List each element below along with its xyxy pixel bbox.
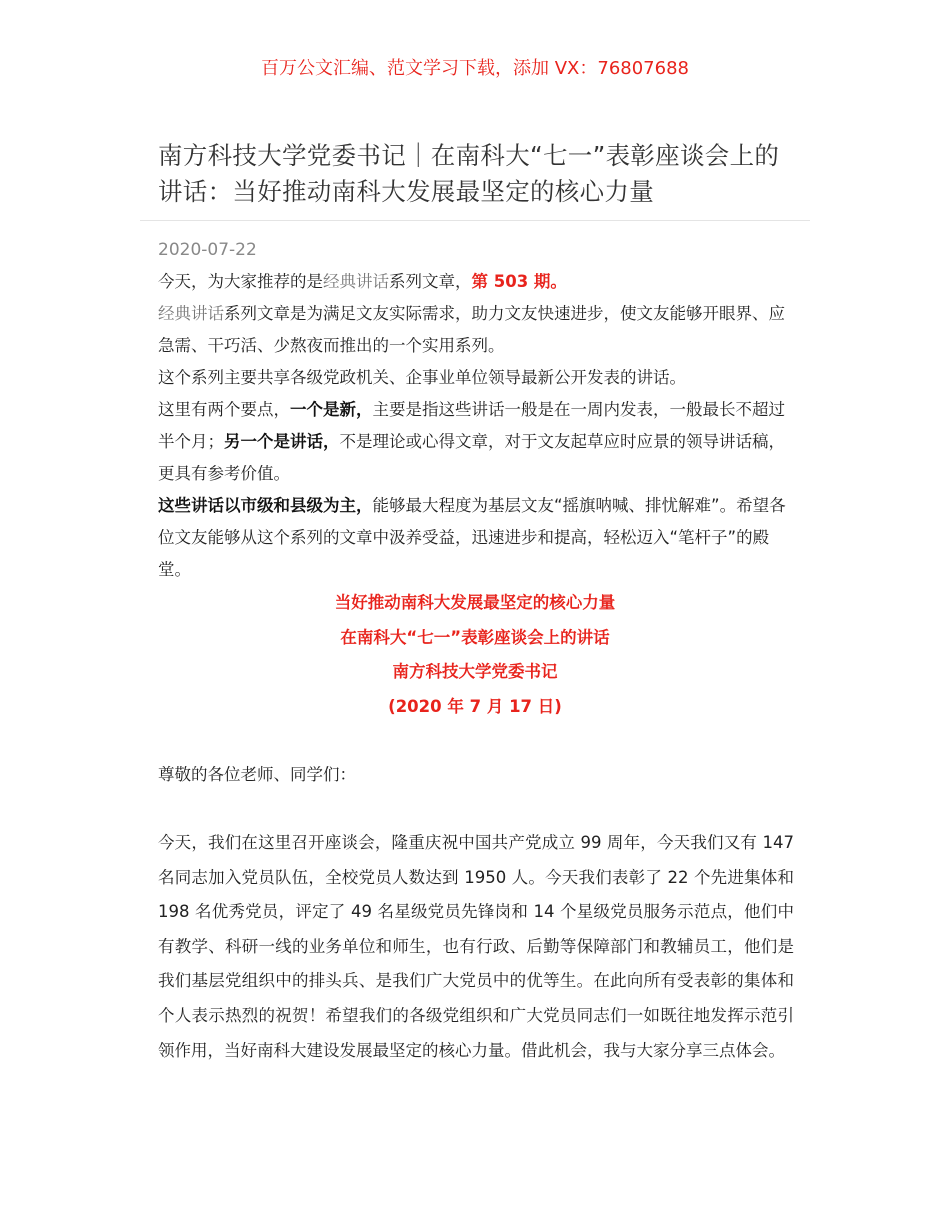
series-name: 经典讲话 [323,272,389,291]
intro-emphasis: 这些讲话以市级和县级为主， [158,496,373,515]
intro-paragraph-5 [158,490,794,586]
intro-text: 这里有两个要点， [158,400,290,419]
intro-emphasis: 一个是新， [290,400,373,419]
intro-text: 能够最大程度为基层文友“摇旗呐喊、排忧解难”。希望各位文友能够从这个系列的文章中汲养受益，迅速进步和提高，轻松迈入“笔杆子”的殿堂。 [158,496,786,579]
promo-banner: 百万公文汇编、范文学习下载，添加 VX：76807688 [261,58,689,79]
speaker-title: 南方科技大学党委书记 [392,662,558,681]
issue-number: 第 503 期。 [471,272,567,291]
intro-section [158,266,794,586]
intro-emphasis: 另一个是讲话， [224,432,340,451]
speech-heading [0,586,950,724]
speech-date: (2020 年 7 月 17 日) [388,696,562,716]
speech-occasion: 在南科大“七一”表彰座谈会上的讲话 [340,627,610,647]
intro-paragraph-4 [158,394,794,490]
speech-greeting: 尊敬的各位老师、同学们： [158,765,356,784]
intro-text: 系列文章是为满足文友实际需求，助力文友快速进步，使文友能够开眼界、应急需、干巧活、少熬夜而推出的一个实用系列。 [158,304,785,355]
intro-text: 今天，为大家推荐的是 [158,272,323,291]
intro-paragraph-2 [158,298,794,362]
intro-paragraph-1 [158,266,794,298]
article-title: 南方科技大学党委书记｜在南科大“七一”表彰座谈会上的讲话：当好推动南科大发展最坚定的核心力量 [158,141,780,206]
title-divider [140,220,810,221]
speech-paragraph: 今天，我们在这里召开座谈会，隆重庆祝中国共产党成立 99 周年，今天我们又有 147 名同志加入党员队伍，全校党员人数达到 1950 人。今天我们表彰了 22 个先进集体和 198 名优秀党员，评定了 49 名星级党员先锋岗和 14 个星级党员服务示范点，他们中有教学、科研一线的业务单位和师生，也有行政、后勤等保障部门和教辅员工，他们是我们基层党组织中的排头兵、是我们广大党员中的优等生。在此向所有受表彰的集体和个人表示热烈的祝贺！希望我们的各级党组织和广大党员同志们一如既往地发挥示范引领作用，当好南科大建设发展最坚定的核心力量。借此机会，我与大家分享三点体会。 [158,833,794,1060]
publish-date: 2020-07-22 [158,240,257,260]
intro-paragraph-3: 这个系列主要共享各级党政机关、企事业单位领导最新公开发表的讲话。 [158,368,686,387]
intro-text: 不是理论或心得文章，对于文友起草应时应景的领导讲话稿，更具有参考价值。 [158,432,785,483]
series-name: 经典讲话 [158,304,224,323]
intro-text: 系列文章， [389,272,472,291]
speech-title: 当好推动南科大发展最坚定的核心力量 [334,593,616,612]
intro-text: 主要是指这些讲话一般是在一周内发表，一般最长不超过半个月； [158,400,785,451]
